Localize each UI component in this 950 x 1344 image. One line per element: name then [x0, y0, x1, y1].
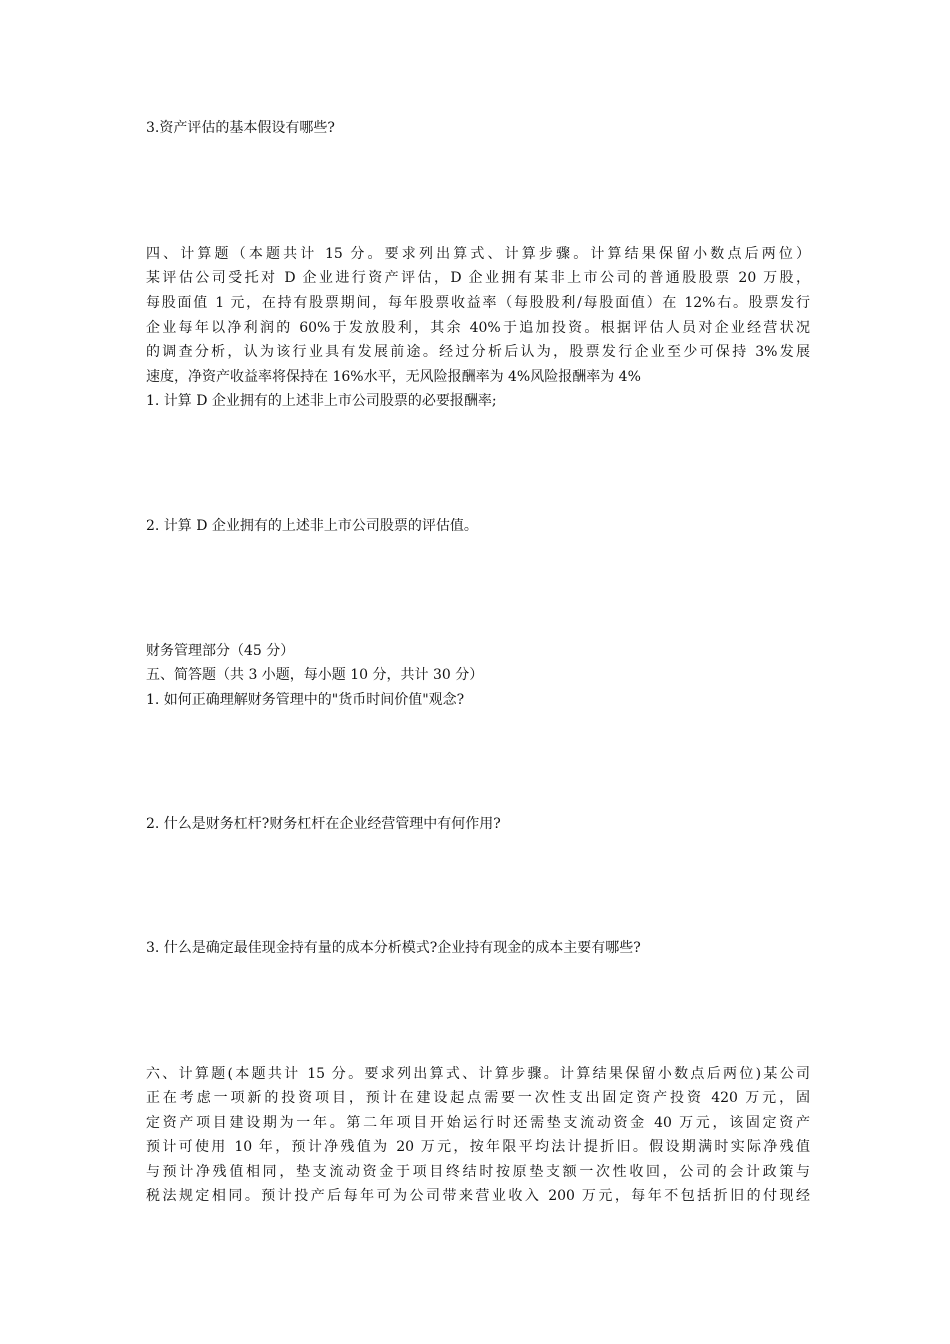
section-four-paragraph-line: 企业每年以净利润的 60%于发放股利，其余 40%于追加投资。根据评估人员对企业经营状况	[146, 320, 810, 336]
section-six-paragraph-line: 税法规定相同。预计投产后每年可为公司带来营业收入 200 万元，每年不包括折旧的付现经	[146, 1188, 810, 1204]
section-six-paragraph-line: 定资产项目建设期为一年。第二年项目开始运行时还需垫支流动资金 40 万元，该固定资产	[146, 1115, 810, 1131]
section-four-question-1: 1. 计算 D 企业拥有的上述非上市公司股票的必要报酬率;	[146, 393, 497, 409]
asset-eval-question-3: 3.资产评估的基本假设有哪些?	[146, 120, 335, 136]
section-four-paragraph-line: 速度，净资产收益率将保持在 16%水平，无风险报酬率为 4%风险报酬率为 4%	[146, 369, 641, 385]
finance-section-title: 财务管理部分（45 分）	[146, 643, 295, 659]
section-four-paragraph-line: 某评估公司受托对 D 企业进行资产评估，D 企业拥有某非上市公司的普通股股票 20 万股，	[146, 270, 810, 286]
section-six-header: 六、计算题(本题共计 15 分。要求列出算式、计算步骤。计算结果保留小数点后两位)某公司	[146, 1066, 810, 1082]
section-four-paragraph-line: 每股面值 1 元，在持有股票期间，每年股票收益率（每股股利/每股面值）在 12%右。股票发行	[146, 295, 810, 311]
section-five-question-3: 3. 什么是确定最佳现金持有量的成本分析模式?企业持有现金的成本主要有哪些?	[146, 940, 641, 956]
section-five-header: 五、简答题（共 3 小题，每小题 10 分，共计 30 分）	[146, 667, 484, 683]
section-six-paragraph-line: 预计可使用 10 年，预计净残值为 20 万元，按年限平均法计提折旧。假设期满时实际净残值	[146, 1139, 810, 1155]
section-five-question-1: 1. 如何正确理解财务管理中的"货币时间价值"观念?	[146, 692, 465, 708]
section-four-question-2: 2. 计算 D 企业拥有的上述非上市公司股票的评估值。	[146, 518, 478, 534]
section-four-paragraph-line: 的调查分析，认为该行业具有发展前途。经过分析后认为，股票发行企业至少可保持 3%发展	[146, 344, 810, 360]
section-five-question-2: 2. 什么是财务杠杆?财务杠杆在企业经营管理中有何作用?	[146, 816, 501, 832]
section-six-paragraph-line: 正在考虑一项新的投资项目，预计在建设起点需要一次性支出固定资产投资 420 万元，固	[146, 1090, 810, 1106]
section-four-header: 四、计算题（本题共计 15 分。要求列出算式、计算步骤。计算结果保留小数点后两位）	[146, 246, 810, 262]
section-six-paragraph-line: 与预计净残值相同，垫支流动资金于项目终结时按原垫支额一次性收回，公司的会计政策与	[146, 1164, 810, 1180]
